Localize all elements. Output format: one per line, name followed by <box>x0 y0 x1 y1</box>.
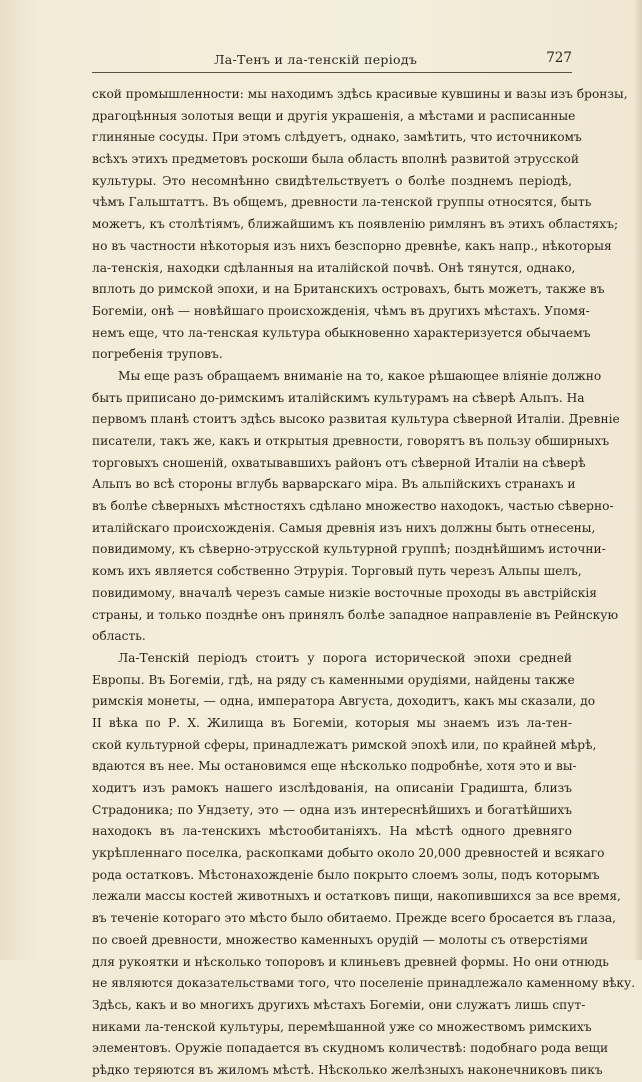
text-line: элементовъ. Оружіе попадается въ скудномъ количествѣ: подобнаго рода вещи <box>92 1041 609 1056</box>
paragraph <box>92 84 628 366</box>
text-line: лежали массы костей животныхъ и остатковъ пищи, накопившихся за все время, <box>92 889 621 904</box>
text-line: можетъ, къ столѣтіямъ, ближайшимъ къ появленію римлянъ въ этихъ областяхъ; <box>92 217 619 232</box>
text-line: глиняные сосуды. При этомъ слѣдуетъ, однако, замѣтить, что источникомъ <box>92 130 582 145</box>
text-line: Ла-Тенскій періодъ стоитъ у порога исторической эпохи средней <box>118 650 572 665</box>
text-line: укрѣпленнаго поселка, раскопками добыто около 20,000 древностей и всякаго <box>92 846 605 861</box>
text-line: рѣдко теряются въ жиломъ мѣстѣ. Нѣсколько желѣзныхъ наконечниковъ пикъ <box>92 1062 603 1077</box>
paragraph <box>92 366 620 648</box>
text-line: Здѣсь, какъ и во многихъ другихъ мѣстахъ Богеміи, они служатъ лишь спут- <box>92 997 586 1012</box>
text-line: быть приписано до-римскимъ италійскимъ культурамъ на сѣверѣ Альпъ. На <box>92 390 585 405</box>
text-line: повидимому, вначалѣ черезъ самые низкіе восточные проходы въ австрійскія <box>92 585 597 600</box>
text-line: рода остатковъ. Мѣстонахожденіе было покрыто слоемъ золы, подъ которымъ <box>92 867 600 882</box>
text-line: комъ ихъ является собственно Этрурія. Торговый путь черезъ Альпы шелъ, <box>92 564 582 579</box>
text-line: но въ частности нѣкоторыя изъ нихъ безспорно древнѣе, какъ напр., нѣкоторыя <box>92 238 612 253</box>
text-line: повидимому, къ сѣверно-этрусской культурной группѣ; позднѣйшимъ источни- <box>92 542 606 557</box>
text-line: вплоть до римской эпохи, и на Британскихъ островахъ, быть можетъ, также въ <box>92 282 605 297</box>
text-line: культуры. Это несомнѣнно свидѣтельствуетъ о болѣе позднемъ періодѣ, <box>92 173 572 188</box>
text-line: находокъ въ ла-тенскихъ мѣстообитаніяхъ. На мѣстѣ одного древняго <box>92 824 572 839</box>
text-line: никами ла-тенской культуры, перемѣшанной уже со множествомъ римскихъ <box>92 1019 592 1034</box>
text-line: ходитъ изъ рамокъ нашего изслѣдованія, на описаніи Градишта, близъ <box>92 781 572 795</box>
text-line: писатели, такъ же, какъ и открытыя древности, говорятъ въ пользу обширныхъ <box>92 434 610 448</box>
text-line: не являются доказательствами того, что поселеніе принадлежало каменному вѣку. <box>92 976 636 991</box>
text-line: страны, и только позднѣе онъ принялъ болѣе западное направленіе въ Рейнскую <box>92 607 619 622</box>
text-line: драгоцѣнныя золотыя вещи и другія украшенія, а мѣстами и расписанные <box>92 108 576 123</box>
paragraph <box>92 648 636 1082</box>
text-line: торговыхъ сношеній, охватывавшихъ районъ отъ сѣверной Италіи на сѣверѣ <box>92 455 586 470</box>
text-line: Европы. Въ Богеміи, гдѣ, на ряду съ каменными орудіями, найдены также <box>92 672 575 687</box>
text-line: всѣхъ этихъ предметовъ роскоши была область вполнѣ развитой этрусской <box>92 152 580 167</box>
text-line: ской промышленности: мы находимъ здѣсь красивые кувшины и вазы изъ бронзы, <box>92 87 628 101</box>
text-line: въ болѣе сѣверныхъ мѣстностяхъ сдѣлано множество находокъ, частью сѣверно- <box>92 499 614 514</box>
text-line: вдаются въ нее. Мы остановимся еще нѣсколько подробнѣе, хотя это и вы- <box>92 759 577 774</box>
text-line: область. <box>92 629 146 644</box>
text-line: по своей древности, множество каменныхъ орудій — молоты съ отверстіями <box>92 932 589 947</box>
text-line: римскія монеты, — одна, императора Августа, доходитъ, какъ мы сказали, до <box>92 694 596 709</box>
text-line: ской культурной сферы, принадлежатъ римской эпохѣ или, по крайней мѣрѣ, <box>92 737 597 752</box>
body-text <box>92 84 636 1082</box>
text-line: чѣмъ Гальштаттъ. Въ общемъ, древности ла-тенской группы относятся, быть <box>92 195 592 210</box>
text-line: Страдоника; по Ундзету, это — одна изъ интереснѣйшихъ и богатѣйшихъ <box>92 802 572 817</box>
text-line: въ теченіе котораго это мѣсто было обитаемо. Прежде всего бросается въ глаза, <box>92 911 617 926</box>
header-rule <box>92 72 572 73</box>
page-header <box>92 50 572 70</box>
page-number: 727 <box>546 50 572 66</box>
text-line: италійскаго происхожденія. Самыя древнія изъ нихъ должны быть отнесены, <box>92 520 596 535</box>
text-line: Богеміи, онѣ — новѣйшаго происхожденія, чѣмъ въ другихъ мѣстахъ. Упомя- <box>92 303 590 318</box>
text-line: первомъ планѣ стоитъ здѣсь высоко развитая культура сѣверной Италіи. Древніе <box>92 412 620 427</box>
text-line: ла-тенскія, находки сдѣланныя на италійской почвѣ. Онѣ тянутся, однако, <box>92 260 576 275</box>
text-line: для рукоятки и нѣсколько топоровъ и клиньевъ древней формы. Но они отнюдь <box>92 954 609 969</box>
text-line: погребенія труповъ. <box>92 347 223 362</box>
text-line: Альпъ во всѣ стороны вглубь варварскаго міра. Въ альпійскихъ странахъ и <box>92 477 576 492</box>
text-line: II вѣка по Р. Х. Жилища въ Богеміи, которыя мы знаемъ изъ ла-тен- <box>92 715 572 730</box>
text-line: Мы еще разъ обращаемъ вниманіе на то, какое рѣшающее вліяніе должно <box>118 368 602 383</box>
text-line: немъ еще, что ла-тенская культура обыкновенно характеризуется обычаемъ <box>92 325 591 340</box>
running-title: Ла-Тенъ и ла-тенскій періодъ <box>214 52 418 67</box>
